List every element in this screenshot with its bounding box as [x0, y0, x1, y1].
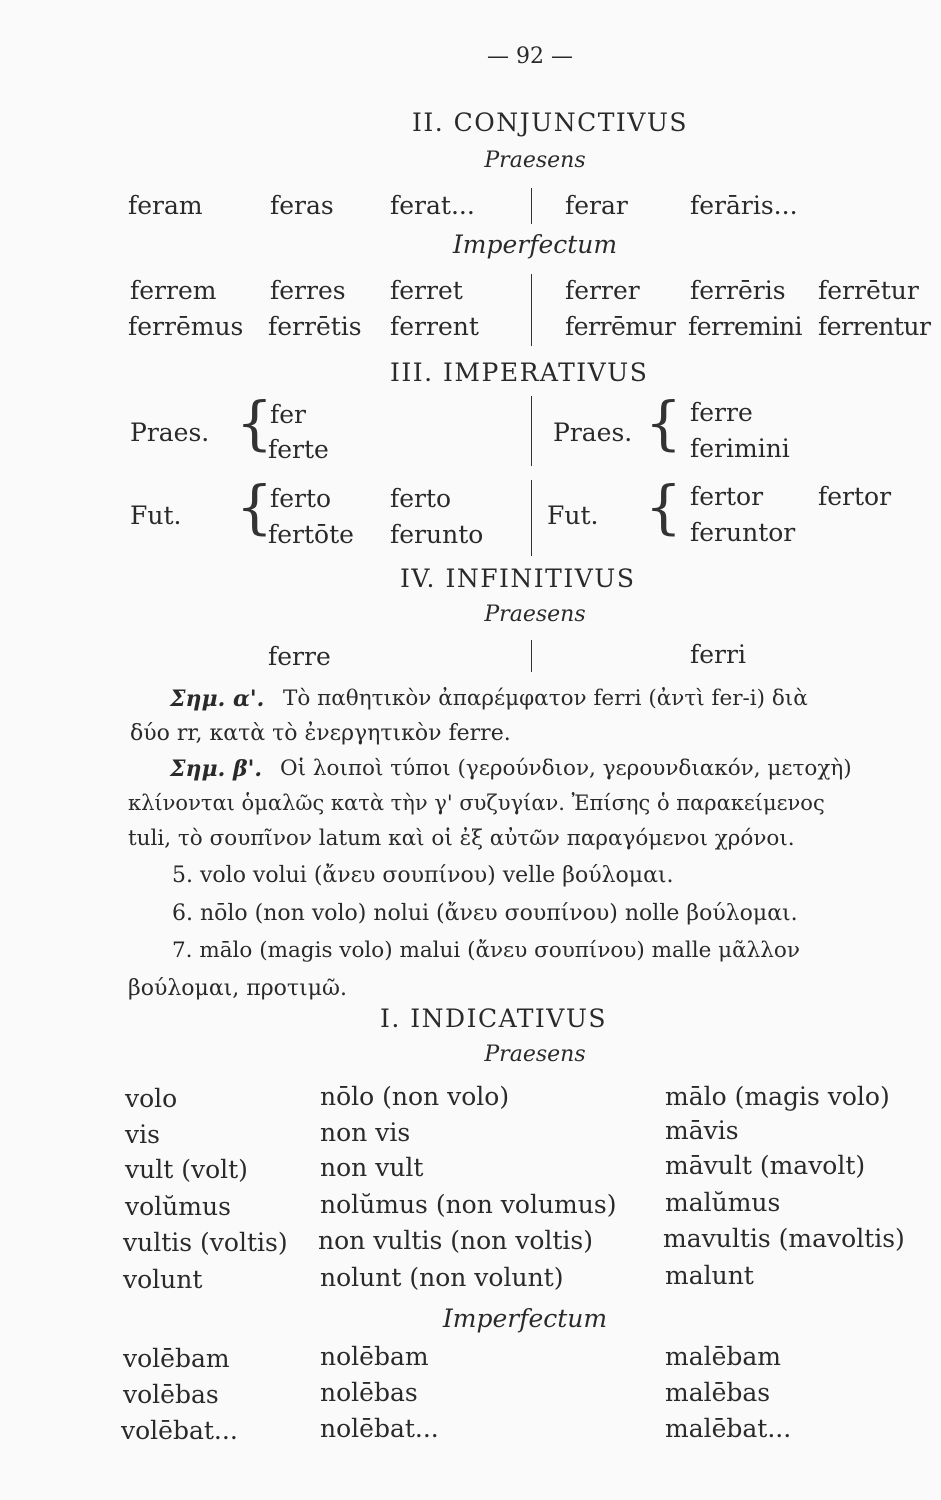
- imp-fut-active-1-2: ferto: [390, 484, 452, 513]
- ind-praes-4-1: volŭmus: [125, 1192, 231, 1221]
- imperativus-heading: III. IMPERATIVUS: [390, 358, 649, 387]
- note-b-line-3: tuli, τὸ σουπῖνον latum καὶ οἱ ἐξ αὐτῶν παραγόμενοι χρόνοι.: [128, 826, 795, 851]
- conj-divider-1: [531, 188, 532, 224]
- ind-praes-6-2: nolunt (non volunt): [320, 1263, 564, 1292]
- conj-praes-3: ferat...: [390, 191, 475, 220]
- conj-imperf-1-2: ferres: [270, 276, 346, 305]
- verb-line-6: 6. nōlo (non volo) nolui (ἄνευ σουπίνου) nolle βούλομαι.: [172, 901, 798, 926]
- ind-praes-6-3: malunt: [665, 1261, 754, 1290]
- ind-imperf-1-2: nolēbam: [320, 1342, 429, 1371]
- imp-fut-active-2-1: fertōte: [268, 520, 354, 549]
- conj-imperf-1-3: ferret: [390, 276, 463, 305]
- ind-praes-4-3: malŭmus: [665, 1188, 781, 1217]
- imp-fut-active-2-2: ferunto: [390, 520, 484, 549]
- ind-praes-1-2: nōlo (non volo): [320, 1082, 510, 1111]
- ind-praes-2-1: vis: [125, 1120, 160, 1149]
- indicativus-praesens-label: Praesens: [484, 1042, 586, 1067]
- verb-line-7-cont: βούλομαι, προτιμῶ.: [128, 976, 347, 1001]
- imp-fut-passive-1-2: fertor: [818, 482, 892, 511]
- ind-imperf-2-2: nolēbas: [320, 1378, 418, 1407]
- brace-icon: {: [645, 389, 682, 457]
- verb-line-7: 7. mālo (magis volo) malui (ἄνευ σουπίνου) malle μᾶλλον: [172, 938, 800, 963]
- conj-imperf-2-2: ferrētis: [268, 312, 362, 341]
- ind-praes-1-1: volo: [125, 1084, 178, 1113]
- conj-imperf-2-5: ferremini: [688, 312, 803, 341]
- conjunctivus-imperfectum-label: Imperfectum: [452, 230, 618, 259]
- note-b-label: Σημ. β'.: [170, 756, 262, 782]
- ind-praes-2-2: non vis: [320, 1118, 411, 1147]
- conj-imperf-1-1: ferrem: [130, 276, 217, 305]
- imp-divider-1: [531, 396, 532, 466]
- brace-icon: {: [236, 389, 273, 457]
- ind-praes-5-1: vultis (voltis): [123, 1228, 288, 1257]
- imp-praes-active-1: fer: [270, 400, 306, 429]
- ind-imperf-3-1: volēbat...: [121, 1416, 238, 1445]
- conjunctivus-praesens-label: Praesens: [484, 148, 586, 173]
- ind-imperf-1-3: malēbam: [665, 1342, 782, 1371]
- brace-icon: {: [645, 473, 682, 541]
- indicativus-heading: I. INDICATIVUS: [380, 1004, 608, 1033]
- imp-fut-label-passive: Fut.: [547, 501, 599, 530]
- conj-praes-1: feram: [128, 191, 203, 220]
- ind-imperf-3-3: malēbat...: [665, 1414, 792, 1443]
- conj-imperf-2-6: ferrentur: [818, 312, 931, 341]
- ind-praes-5-3: mavultis (mavoltis): [663, 1224, 905, 1253]
- conj-divider-2: [531, 274, 532, 346]
- page-number: — 92 —: [487, 44, 573, 69]
- infinitivus-praesens-label: Praesens: [484, 602, 586, 627]
- imp-praes-passive-1: ferre: [690, 398, 753, 427]
- imp-divider-2: [531, 480, 532, 556]
- brace-icon: {: [236, 473, 273, 541]
- ind-praes-3-3: māvult (mavolt): [665, 1151, 866, 1180]
- ind-praes-3-1: vult (volt): [125, 1155, 248, 1184]
- imp-fut-passive-1-1: fertor: [690, 482, 764, 511]
- ind-praes-6-1: volunt: [123, 1265, 203, 1294]
- conjunctivus-heading: II. CONJUNCTIVUS: [411, 108, 689, 137]
- conj-imperf-1-4: ferrer: [565, 276, 640, 305]
- conj-praes-5: ferāris...: [690, 191, 798, 220]
- infinitivus-heading: IV. INFINITIVUS: [400, 564, 636, 593]
- conj-praes-4: ferar: [565, 191, 628, 220]
- note-b-line-2: κλίνονται ὁμαλῶς κατὰ τὴν γ' συζυγίαν. Ἐπίσης ὁ παρακείμενος: [128, 791, 825, 815]
- imp-fut-active-1-1: ferto: [270, 484, 332, 513]
- conj-imperf-2-4: ferrēmur: [565, 312, 676, 341]
- ind-imperf-2-1: volēbas: [123, 1380, 219, 1409]
- ind-praes-1-3: mālo (magis volo): [665, 1082, 890, 1111]
- ind-praes-2-3: māvis: [665, 1116, 739, 1145]
- imp-fut-passive-2-1: feruntor: [690, 518, 796, 547]
- ind-praes-3-2: non vult: [320, 1153, 424, 1182]
- conj-praes-2: feras: [270, 191, 334, 220]
- conj-imperf-2-3: ferrent: [390, 312, 479, 341]
- note-a-line-1: Τὸ παθητικὸν ἀπαρέμφατον ferri (ἀντὶ fer-i) διὰ: [283, 686, 808, 711]
- imp-fut-label-active: Fut.: [130, 501, 182, 530]
- imp-praes-active-2: ferte: [268, 435, 329, 464]
- ind-praes-5-2: non vultis (non voltis): [318, 1226, 593, 1255]
- conj-imperf-1-5: ferrēris: [690, 276, 786, 305]
- imp-praes-label-active: Praes.: [130, 418, 210, 447]
- verb-line-5: 5. volo volui (ἄνευ σουπίνου) velle βούλομαι.: [172, 863, 674, 888]
- inf-active: ferre: [268, 642, 331, 671]
- imp-praes-passive-2: ferimini: [690, 434, 790, 463]
- inf-divider: [531, 640, 532, 672]
- imp-praes-label-passive: Praes.: [553, 418, 633, 447]
- ind-praes-4-2: nolŭmus (non volumus): [320, 1190, 617, 1219]
- note-a-label: Σημ. α'.: [170, 686, 265, 712]
- conj-imperf-1-6: ferrētur: [818, 276, 919, 305]
- ind-imperf-2-3: malēbas: [665, 1378, 771, 1407]
- conj-imperf-2-1: ferrēmus: [128, 312, 244, 341]
- ind-imperf-3-2: nolēbat...: [320, 1414, 439, 1443]
- indicativus-imperfectum-label: Imperfectum: [442, 1304, 608, 1333]
- note-b-line-1: Οἱ λοιποὶ τύποι (γερούνδιον, γερουνδιακόν, μετοχὴ): [280, 756, 852, 781]
- inf-passive: ferri: [690, 640, 746, 669]
- ind-imperf-1-1: volēbam: [123, 1344, 230, 1373]
- note-a-line-2: δύο rr, κατὰ τὸ ἐνεργητικὸν ferre.: [130, 721, 511, 746]
